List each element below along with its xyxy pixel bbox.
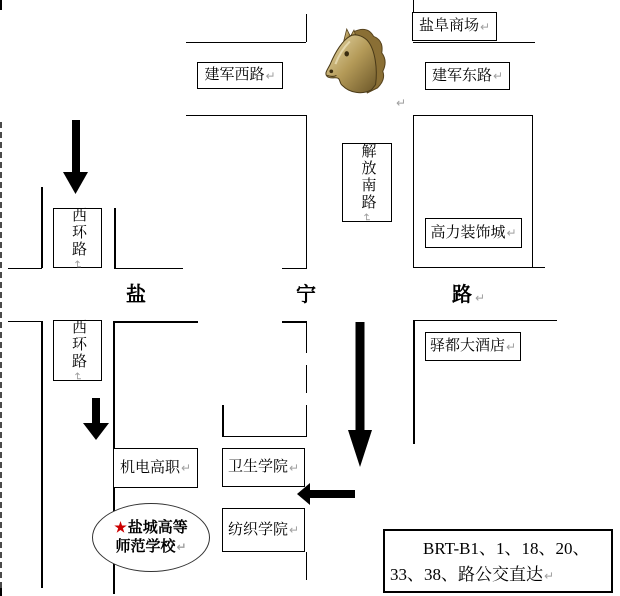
down-arrow [63,120,88,194]
label-box-gaoli-decoration-city [425,218,522,248]
road-line [114,268,183,270]
paragraph-return-icon: ↵ [176,539,187,554]
xihuan-road-north-label: 西环路 [70,206,86,258]
gaoli-decoration-city-label: 高力装饰城 [430,224,506,241]
school-name-line1: ★盐城高等 [114,519,188,536]
road-line [413,320,557,322]
paragraph-return-icon: ↵ [360,212,374,222]
paragraph-return-icon: ↵ [71,371,84,382]
road-line [306,14,308,42]
label-box-xihuan-road-north [53,208,102,268]
paragraph-return-icon: ↵ [265,68,276,83]
page-edge-bottom-stub [0,588,2,596]
xihuan-road-south-label: 西环路 [70,319,86,370]
road-line [113,321,198,323]
paragraph-return-icon: ↵ [544,569,555,584]
paragraph-return-icon: ↵ [288,523,300,537]
page-edge-top-stub [0,0,2,10]
road-line [306,115,308,269]
road-line [306,552,308,580]
horse-statue-icon [322,26,390,96]
jianjun-east-road-label: 建军东路 [431,67,492,84]
paragraph-return-icon: ↵ [396,96,407,110]
school-ellipse [92,503,210,572]
down-arrow [83,398,109,440]
jidian-college-label: 机电高职 [119,459,180,476]
label-box-health-college [222,448,305,487]
block-line [306,405,308,437]
road-line [186,115,307,117]
label-box-xihuan-road-south [53,320,102,381]
road-line [413,42,536,44]
road-line [41,187,43,268]
paragraph-return-icon: ↵ [506,226,517,240]
paragraph-return-icon: ↵ [492,69,504,83]
road-line [533,267,545,269]
textile-college-label: 纺织学院 [227,521,288,538]
school-name-line2: 师范学校↵ [115,538,187,555]
label-box-jianjun-east-road [425,62,510,90]
yanning-road-char-yan: 盐 [126,284,146,306]
bus-routes-line1: BRT-B1、1、18、20、 [423,539,590,558]
label-box-jidian-college [113,448,198,488]
label-box-yidu-hotel [425,332,521,361]
road-line [282,321,307,323]
road-line [8,268,42,270]
label-box-yanfu-mall [412,12,497,41]
yanning-road-char-lu: 路 [452,284,472,306]
yanfu-mall-label: 盐阜商场 [418,18,479,34]
red-star-icon: ★ [114,520,127,536]
page-edge-dashed-line [0,122,2,588]
block-line [222,405,224,437]
road-line [114,208,116,268]
road-line [413,0,415,12]
paragraph-return-icon: ↵ [288,460,300,475]
yanning-road-char-ning: 宁 [296,284,316,306]
left-arrow [297,483,355,505]
paragraph-return-icon: ↵ [475,291,486,305]
health-college-label: 卫生学院 [227,459,288,475]
bus-routes-line2: 33、38、路公交直达↵ [390,565,555,585]
road-line [306,365,308,393]
block-line [222,436,307,438]
road-line [413,320,415,444]
road-line [306,321,308,353]
road-line [186,42,306,44]
road-line [8,321,42,323]
jiefang-south-road-label: 解放南路 [359,142,376,211]
paragraph-return-icon: ↵ [479,19,491,34]
down-arrow [348,322,372,467]
label-box-textile-college [222,508,305,552]
label-box-jianjun-west-road [197,62,283,89]
yidu-hotel-label: 驿都大酒店 [429,338,505,354]
label-box-jiefang-south-road [342,143,392,222]
paragraph-return-icon: ↵ [505,339,517,354]
bus-routes-note [383,529,613,593]
paragraph-return-icon: ↵ [71,259,84,269]
paragraph-return-icon: ↵ [180,461,192,475]
road-line [282,268,307,270]
jianjun-west-road-label: 建军西路 [204,67,265,83]
road-line [41,321,43,588]
